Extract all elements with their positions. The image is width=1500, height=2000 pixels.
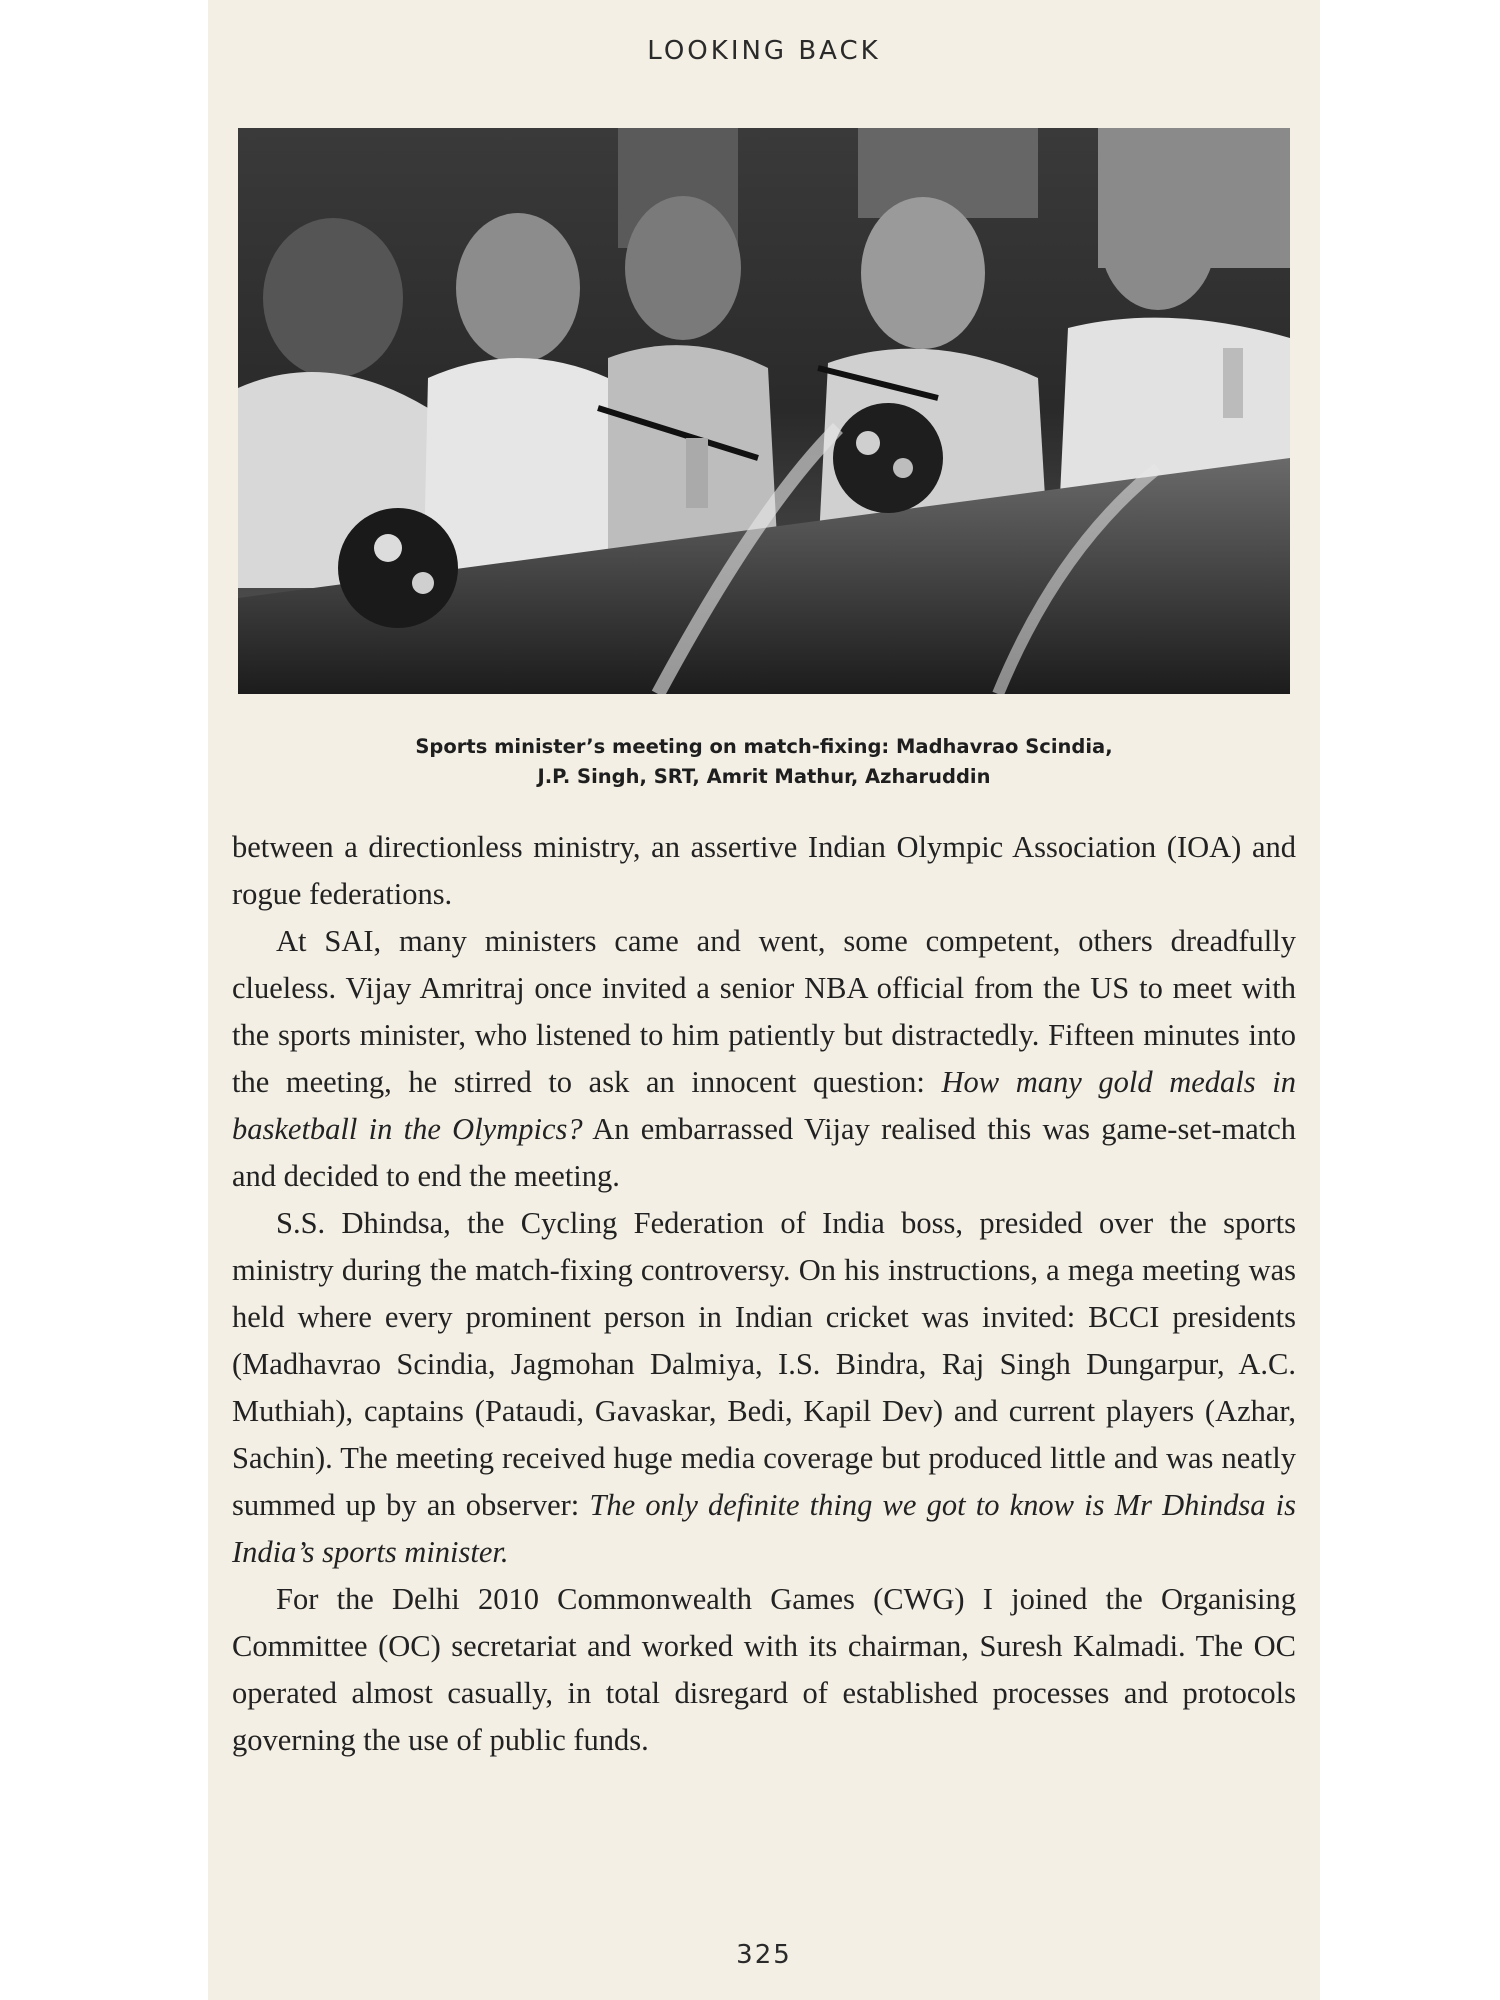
text-run: For the Delhi 2010 Commonwealth Games (CWG) I joined the Organising Committee (OC) secretariat and worked with its chairman, Suresh Kalmadi. The OC operated almost casually, in total disregard of established processes and protocols governing the use of public funds.: [232, 1582, 1296, 1757]
body-text: [232, 824, 1296, 1764]
caption-line: J.P. Singh, SRT, Amrit Mathur, Azharuddin: [537, 765, 991, 788]
paragraph: [232, 918, 1296, 1200]
book-page: [208, 0, 1320, 2000]
running-head: LOOKING BACK: [647, 36, 881, 66]
paragraph: [232, 824, 1296, 918]
photo-illustration: [238, 128, 1290, 694]
meeting-photograph: [238, 128, 1290, 694]
caption-line: Sports minister’s meeting on match-fixing: Madhavrao Scindia,: [415, 735, 1113, 758]
paragraph: [232, 1576, 1296, 1764]
text-run: An embarrassed Vijay realised this was game-set-match and decided to end the meeting.: [232, 1112, 1296, 1193]
paragraph: [232, 1200, 1296, 1576]
page-number: 325: [736, 1940, 792, 1970]
italic-quote: The only definite thing we got to know is Mr Dhindsa is India’s sports minister.: [232, 1488, 1296, 1569]
photo-caption: [208, 732, 1320, 792]
text-run: between a directionless ministry, an assertive Indian Olympic Association (IOA) and rogue federations.: [232, 830, 1296, 911]
italic-quote: How many gold medals in basketball in the Olympics?: [232, 1065, 1296, 1146]
text-run: At SAI, many ministers came and went, some competent, others dreadfully clueless. Vijay Amritraj once invited a senior NBA official from the US to meet with the sports minister, who listened to him patiently but distractedly. Fifteen minutes into the meeting, he stirred to ask an innocent question:: [232, 924, 1296, 1099]
text-run: S.S. Dhindsa, the Cycling Federation of India boss, presided over the sports ministry during the match-fixing controversy. On his instructions, a mega meeting was held where every prominent person in Indian cricket was invited: BCCI presidents (Madhavrao Scindia, Jagmohan Dalmiya, I.S. Bindra, Raj Singh Dungarpur, A.C. Muthiah), captains (Pataudi, Gavaskar, Bedi, Kapil Dev) and current players (Azhar, Sachin). The meeting received huge media coverage but produced little and was neatly summed up by an observer:: [232, 1206, 1296, 1522]
